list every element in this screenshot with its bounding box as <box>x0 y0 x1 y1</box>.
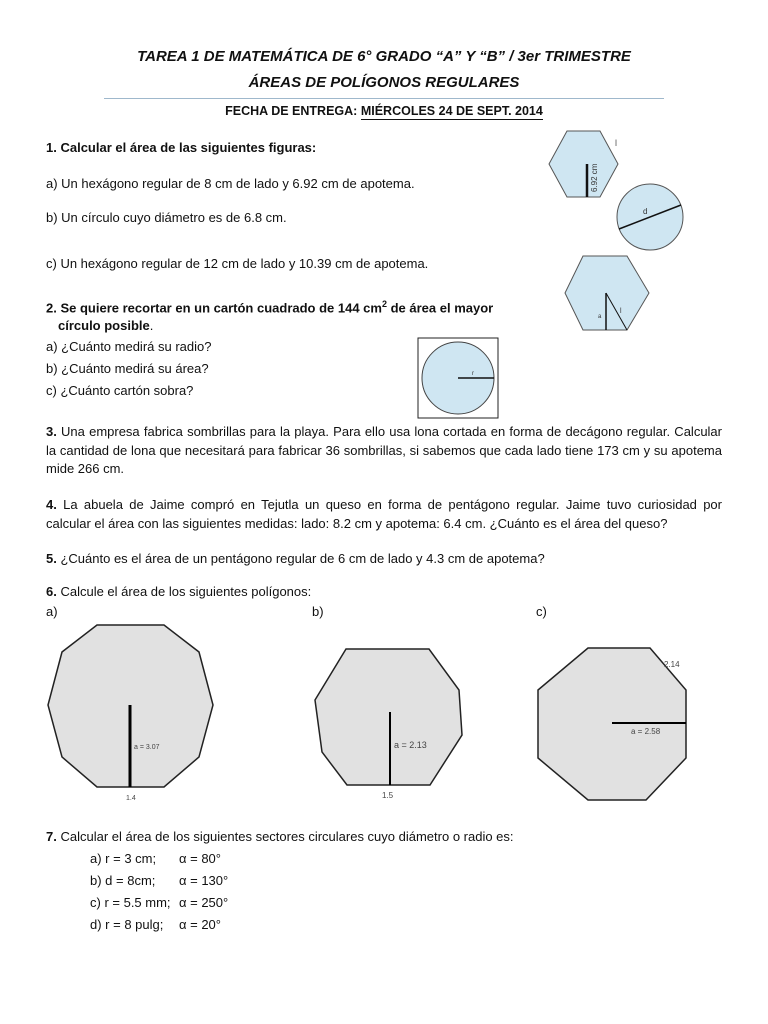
polygon-figure-c <box>538 648 686 800</box>
polygon-c-side-label: 2.14 <box>664 660 680 669</box>
q5-number: 5. <box>46 551 57 566</box>
circle-diameter-label: d <box>643 207 648 216</box>
q2-text-d: . <box>149 318 154 333</box>
polygon-c-apothem-label: a = 2.58 <box>631 727 661 736</box>
q7-item-b-angle: α = 130° <box>179 873 229 888</box>
q2-superscript: 2 <box>381 299 387 309</box>
hexagon-figure-1 <box>549 131 618 197</box>
q1-number: 1. <box>46 140 57 155</box>
q1-item-b: b) Un círculo cuyo diámetro es de 6.8 cm. <box>46 210 287 225</box>
q6-label-b: b) <box>312 604 324 619</box>
q7-text: Calcular el área de los siguientes sectores circulares cuyo diámetro o radio es: <box>60 829 514 844</box>
q3-number: 3. <box>46 424 57 439</box>
q7-item-d: d) r = 8 pulg; <box>90 917 164 932</box>
q6-label-c: c) <box>536 604 547 619</box>
radius-label: r <box>472 371 474 377</box>
q7-item-b: b) d = 8cm; <box>90 873 156 888</box>
q7-item-a: a) r = 3 cm; <box>90 851 157 866</box>
polygon-b-apothem-label: a = 2.13 <box>394 740 427 750</box>
polygon-b-side-label: 1.5 <box>382 791 394 800</box>
q4-number: 4. <box>46 497 57 512</box>
hexagon-2-shape <box>565 256 649 330</box>
q7-number: 7. <box>46 829 57 844</box>
hexagon-2-apothem-label: a <box>598 314 602 320</box>
due-label: FECHA DE ENTREGA: <box>225 104 358 118</box>
hexagon-1-side-label: l <box>615 138 617 148</box>
q7-item-c-angle: α = 250° <box>179 895 229 910</box>
due-date: MIÉRCOLES 24 DE SEPT. 2014 <box>360 104 543 118</box>
q5-text: ¿Cuánto es el área de un pentágono regular de 6 cm de lado y 4.3 cm de apotema? <box>60 551 545 566</box>
polygon-figure-a <box>48 625 213 802</box>
hexagon-1-shape <box>549 131 618 197</box>
q1-text: Calcular el área de las siguientes figuras: <box>60 140 317 155</box>
q6-label-a: a) <box>46 604 58 619</box>
polygon-a-side-label: 1.4 <box>126 795 136 802</box>
page-subtitle: ÁREAS DE POLÍGONOS REGULARES <box>248 74 520 91</box>
hexagon-2-side-label: l <box>620 308 622 315</box>
q2-text-b: de área el mayor <box>387 300 494 316</box>
q2-number: 2. <box>46 300 57 316</box>
q7-item-c: c) r = 5.5 mm; <box>90 895 171 910</box>
square-circle-figure <box>418 338 498 418</box>
page-title: TAREA 1 DE MATEMÁTICA DE 6° GRADO “A” Y “B” / 3er TRIMESTRE <box>137 48 631 65</box>
q2-item-a: a) ¿Cuánto medirá su radio? <box>46 339 212 354</box>
q6-number: 6. <box>46 584 57 599</box>
q1-item-a: a) Un hexágono regular de 8 cm de lado y 6.92 cm de apotema. <box>46 176 415 191</box>
polygon-b-shape <box>315 649 462 785</box>
q4-text: La abuela de Jaime compró en Tejutla un queso en forma de pentágono regular. Jaime tuvo curiosidad por calcular el área con las siguientes medidas: lado: 8.2 cm y apotema: 6.4 cm. ¿Cuánto es el área del queso? <box>46 497 722 531</box>
hexagon-1-label: 6.92 cm <box>590 163 599 192</box>
q6-text: Calcule el área de los siguientes polígonos: <box>60 584 312 599</box>
q7-item-d-angle: α = 20° <box>179 917 221 932</box>
q2-text-a: Se quiere recortar en un cartón cuadrado de 144 cm <box>60 300 382 316</box>
q7-item-a-angle: α = 80° <box>179 851 221 866</box>
polygon-figure-b <box>315 649 462 800</box>
q2-text-c: círculo posible <box>58 318 150 333</box>
hexagon-figure-2 <box>565 256 649 330</box>
q3-text: Una empresa fabrica sombrillas para la playa. Para ello usa lona cortada en forma de decágono regular. Calcular la cantidad de lona que necesitará para fabricar 36 sombrillas, si sabemos que cada lado tiene 173 cm y su apotema mide 266 cm. <box>46 424 722 476</box>
q2-item-c: c) ¿Cuánto cartón sobra? <box>46 383 194 398</box>
polygon-a-apothem-label: a = 3.07 <box>134 744 160 751</box>
q2-item-b: b) ¿Cuánto medirá su área? <box>46 361 209 376</box>
circle-figure <box>617 184 683 250</box>
q1-item-c: c) Un hexágono regular de 12 cm de lado y 10.39 cm de apotema. <box>46 256 429 271</box>
